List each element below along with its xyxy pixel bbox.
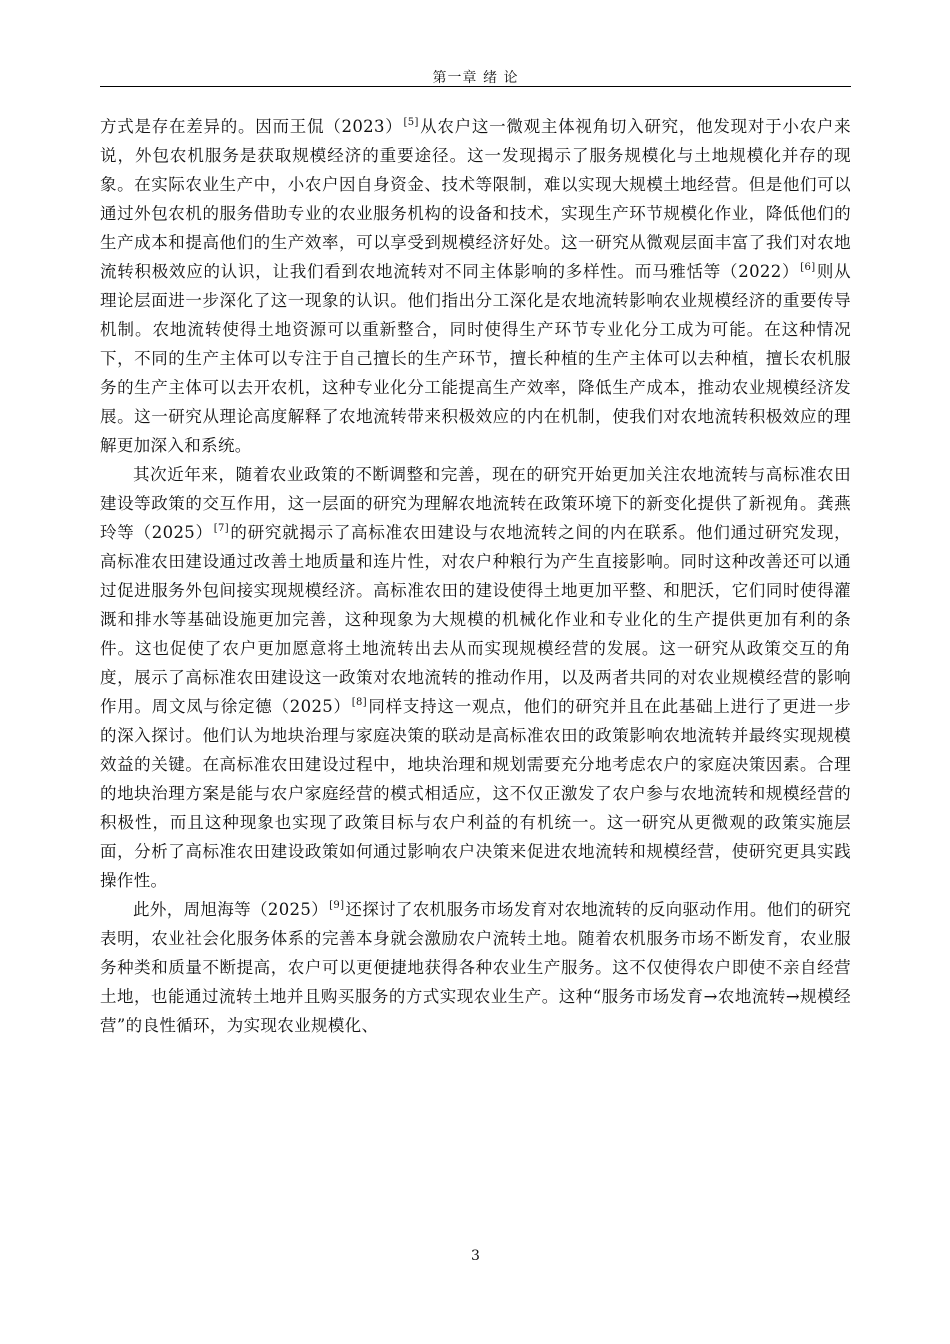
citation-ref: [8] — [351, 697, 368, 708]
paragraph — [100, 112, 851, 460]
page-number: 3 — [471, 1248, 480, 1264]
citation-ref: [7] — [213, 523, 230, 534]
text-run: 其次近年来，随着农业政策的不断调整和完善，现在的研究开始更加关注农地流转与高标准农田建设等政策的交互作用，这一层面的研究为理解农地流转在政策环境下的新变化提供了新视角。龚燕玲等（2025） — [100, 465, 851, 542]
citation-ref: [5] — [403, 117, 419, 128]
text-run: 从农户这一微观主体视角切入研究，他发现对于小农户来说，外包农机服务是获取规模经济的重要途径。这一发现揭示了服务规模化与土地规模化并存的现象。在实际农业生产中，小农户因自身资金、技术等限制，难以实现大规模土地经营。但是他们可以通过外包农机的服务借助专业的农业服务机构的设备和技术，实现生产环节规模化作业，降低他们的生产成本和提高他们的生产效率，可以享受到规模经济好处。这一研究从微观层面丰富了我们对农地流转积极效应的认识，让我们看到农地流转对不同主体影响的多样性。而马雅恬等（2022） — [100, 117, 851, 281]
citation-ref: [9] — [329, 900, 345, 911]
paragraph — [100, 460, 851, 895]
text-run: 同样支持这一观点，他们的研究并且在此基础上进行了更进一步的深入探讨。他们认为地块治理与家庭决策的联动是高标准农田的政策影响农地流转并最终实现规模效益的关键。在高标准农田建设过程中，地块治理和规划需要充分地考虑农户的家庭决策因素。合理的地块治理方案是能与农户家庭经营的模式相适应，这不仅正激发了农户参与农地流转和规模经营的积极性，而且这种现象也实现了政策目标与农户利益的有机统一。这一研究从更微观的政策实施层面，分析了高标准农田建设政策如何通过影响农户决策来促进农地流转和规模经营，使研究更具实践操作性。 — [100, 697, 851, 890]
body-text — [100, 112, 851, 1040]
text-run: 则从理论层面进一步深化了这一现象的认识。他们指出分工深化是农地流转影响农业规模经济的重要传导机制。农地流转使得土地资源可以重新整合，同时使得生产环节专业化分工成为可能。在这种情况下，不同的生产主体可以专注于自己擅长的生产环节，擅长种植的生产主体可以去种植，擅长农机服务的生产主体可以去开农机，这种专业化分工能提高生产效率，降低生产成本，推动农业规模经济发展。这一研究从理论高度解释了农地流转带来积极效应的内在机制，使我们对农地流转积极效应的理解更加深入和系统。 — [100, 262, 851, 455]
running-header: 第一章 绪 论 — [432, 70, 519, 86]
header-rule — [100, 86, 851, 87]
text-run: 方式是存在差异的。因而王侃（2023） — [100, 117, 403, 136]
text-run: 还探讨了农机服务市场发育对农地流转的反向驱动作用。他们的研究表明，农业社会化服务体系的完善本身就会激励农户流转土地。随着农机服务市场不断发育，农业服务种类和质量不断提高，农户可以更便捷地获得各种农业生产服务。这不仅使得农户即使不亲自经营土地，也能通过流转土地并且购买服务的方式实现农业生产。这种“服务市场发育→农地流转→规模经营”的良性循环，为实现农业规模化、 — [100, 900, 852, 1035]
text-run: 此外，周旭海等（2025） — [133, 900, 329, 919]
text-run: 的研究就揭示了高标准农田建设与农地流转之间的内在联系。他们通过研究发现，高标准农田建设通过改善土地质量和连片性，对农户种粮行为产生直接影响。同时这种改善还可以通过促进服务外包间接实现规模经济。高标准农田的建设使得土地更加平整、和肥沃，它们同时使得灌溉和排水等基础设施更加完善，这种现象为大规模的机械化作业和专业化的生产提供更加有利的条件。这也促使了农户更加愿意将土地流转出去从而实现规模经营的发展。这一研究从政策交互的角度，展示了高标准农田建设这一政策对农地流转的推动作用，以及两者共同的对农业规模经营的影响作用。周文凤与徐定德（2025） — [100, 523, 851, 716]
citation-ref: [6] — [800, 262, 816, 273]
paragraph — [100, 895, 851, 1040]
